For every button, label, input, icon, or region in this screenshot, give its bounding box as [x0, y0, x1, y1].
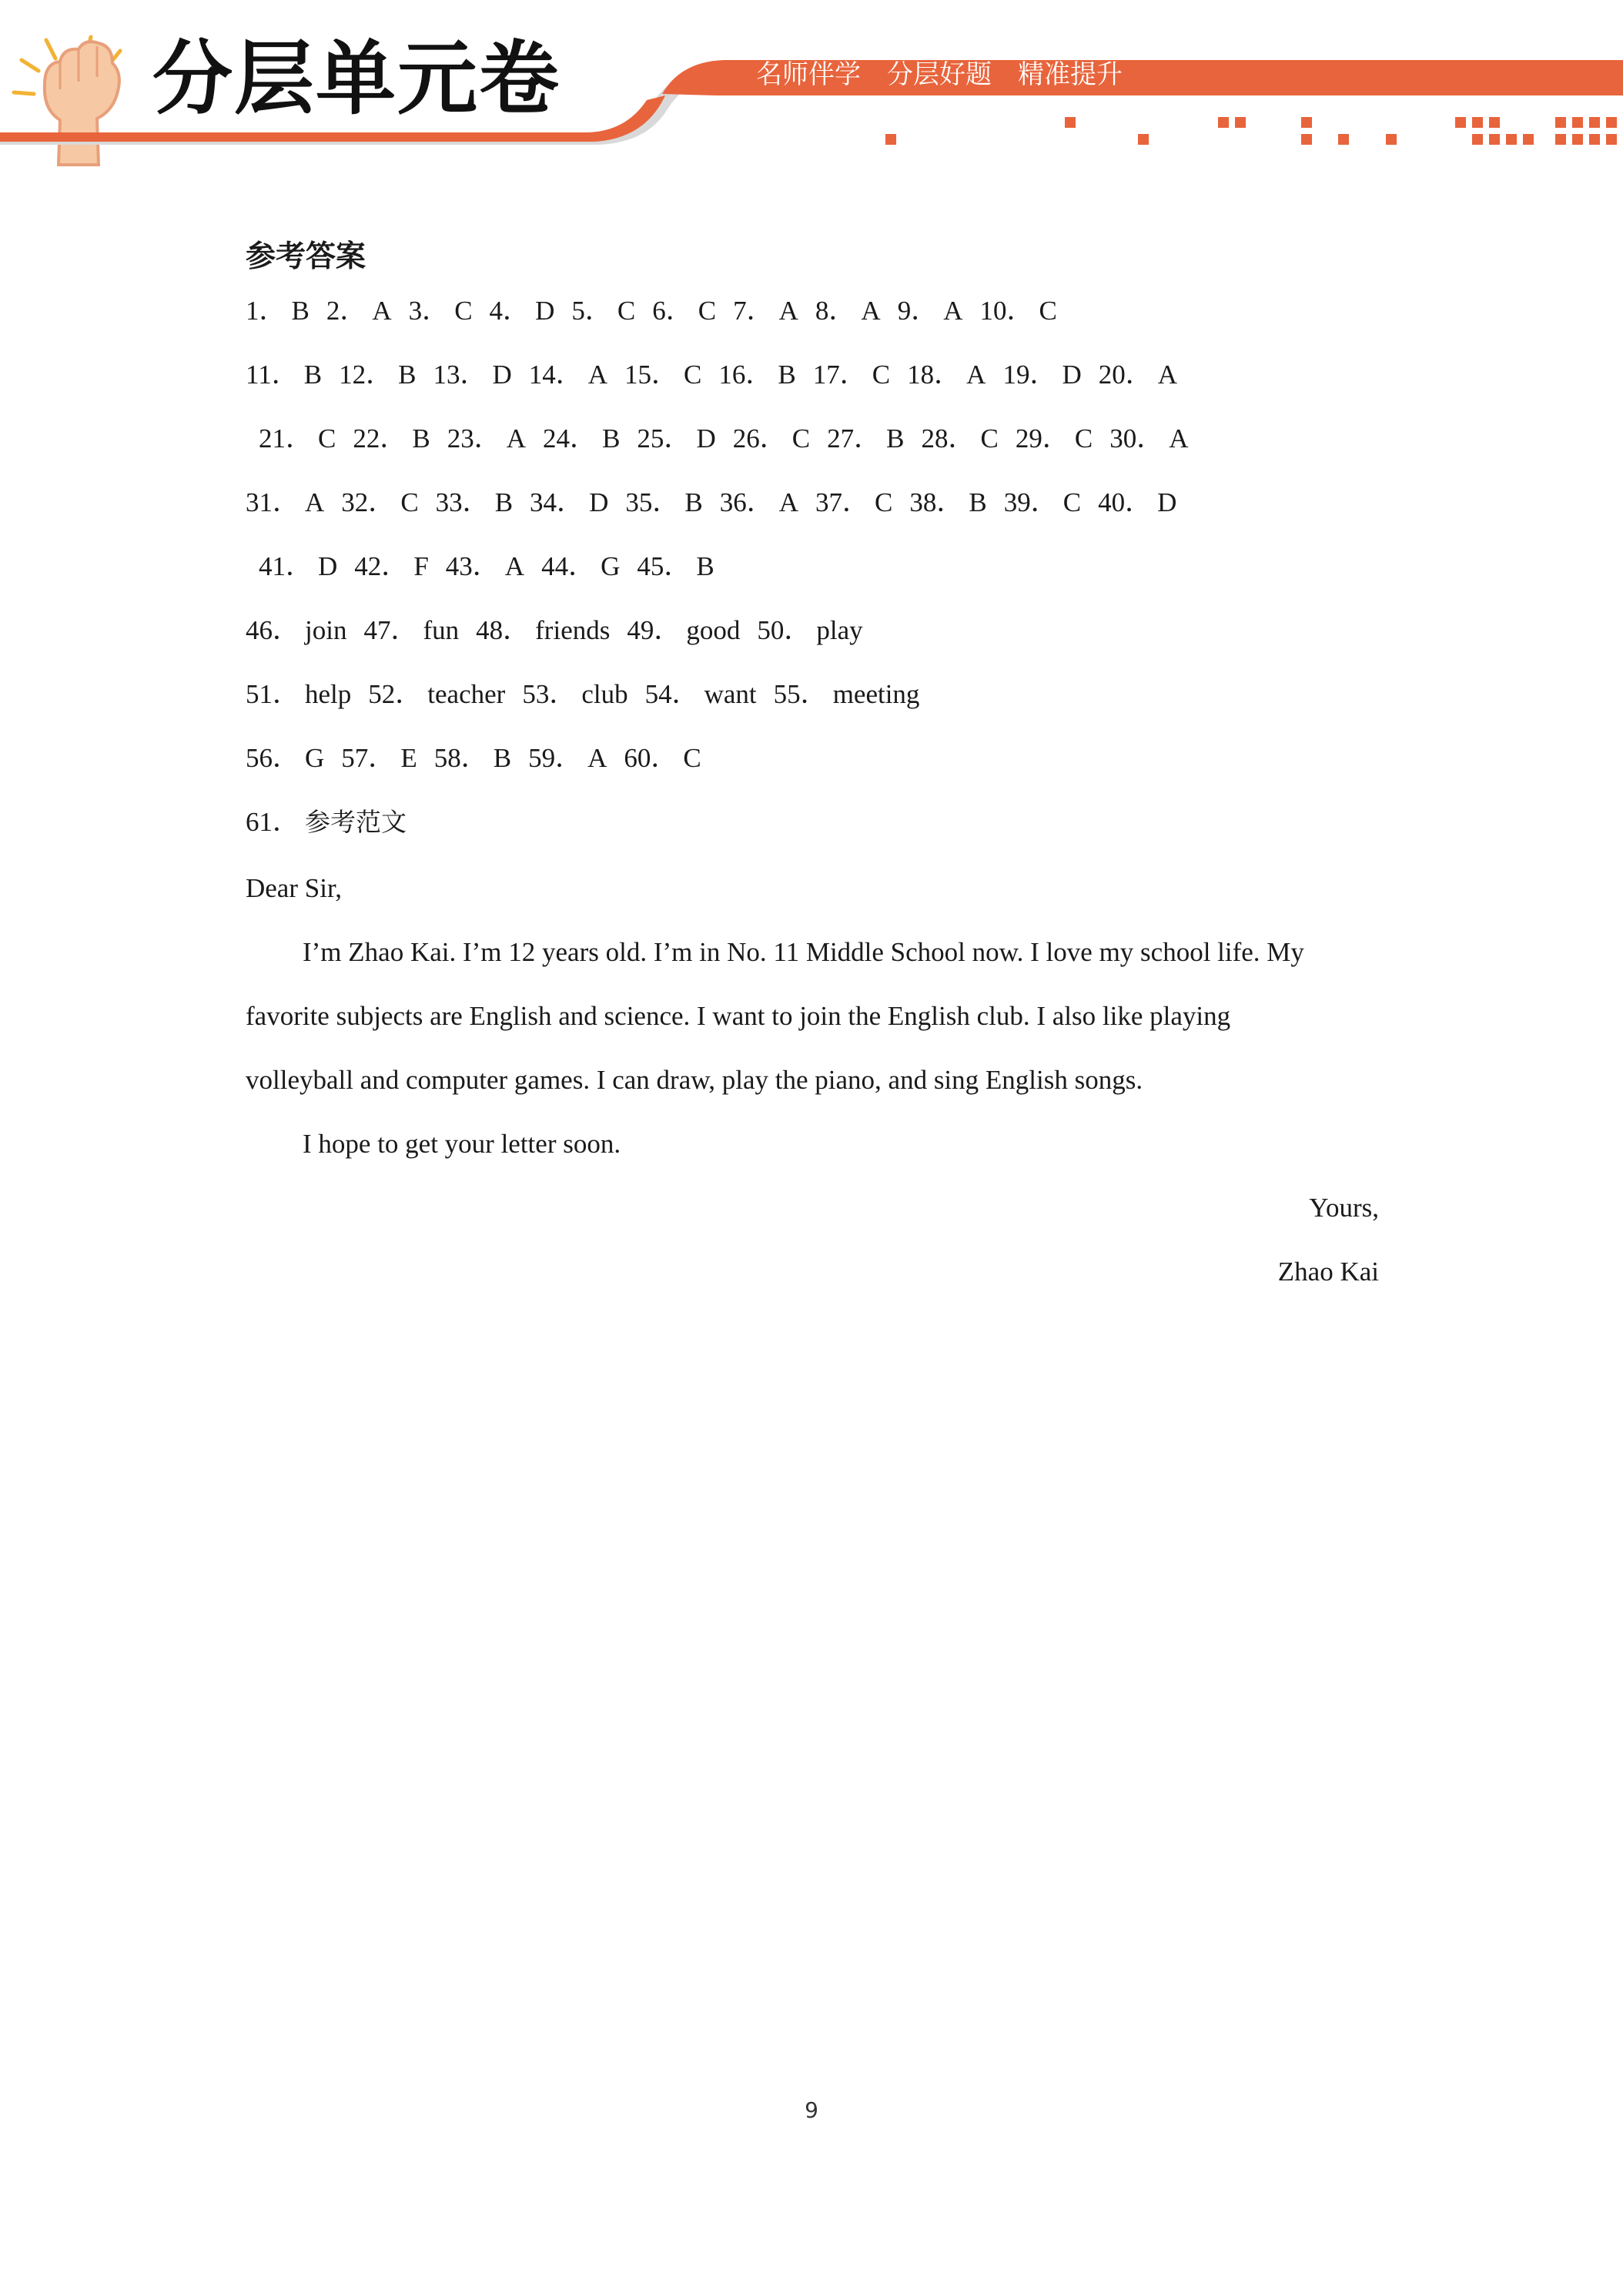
essay-signature: Zhao Kai	[1277, 1257, 1379, 1287]
answer-item	[979, 297, 1056, 324]
question-number: 4．	[489, 296, 530, 326]
answer-value: B	[494, 487, 514, 517]
question-number: 8．	[815, 296, 856, 326]
question-number: 58．	[433, 743, 488, 773]
answer-value: A	[372, 296, 392, 326]
answer-item	[341, 745, 417, 771]
answer-value: C	[400, 487, 419, 517]
question-number: 41．	[259, 551, 313, 581]
answer-value: friends	[535, 615, 611, 645]
answer-item	[528, 745, 607, 771]
answer-value: B	[398, 360, 417, 390]
answer-item	[246, 361, 322, 388]
answer-row	[246, 617, 880, 644]
answer-item	[815, 489, 892, 516]
question-number: 25．	[637, 423, 691, 454]
answer-item	[541, 553, 620, 580]
question-number: 11．	[246, 360, 299, 390]
answer-item	[433, 361, 511, 388]
question-number: 23．	[447, 423, 501, 454]
question-number: 34．	[530, 487, 584, 517]
question-number: 16．	[718, 360, 773, 390]
answer-item	[368, 681, 505, 708]
answer-value: C	[683, 743, 701, 773]
answer-value: D	[492, 360, 512, 390]
question-number: 19．	[1002, 360, 1057, 390]
answer-item	[637, 553, 714, 580]
question-number: 54．	[644, 679, 699, 709]
question-number: 38．	[909, 487, 964, 517]
essay-salutation: Dear Sir,	[246, 873, 342, 903]
answer-value: fun	[423, 615, 460, 645]
answer-value: want	[704, 679, 757, 709]
essay-line: I’m Zhao Kai. I’m 12 years old. I’m in No. 11 Middle School now. I love my school life. My	[303, 937, 1304, 967]
answer-item	[815, 297, 881, 324]
essay-line: I hope to get your letter soon.	[303, 1129, 621, 1159]
question-number: 43．	[445, 551, 500, 581]
answer-value: A	[504, 551, 525, 581]
answer-row	[246, 361, 1194, 388]
essay-line: favorite subjects are English and science. I want to join the English club. I also like playing	[246, 1001, 1231, 1031]
answer-value: 参考范文	[305, 807, 407, 837]
answer-value: meeting	[832, 679, 920, 709]
question-number: 13．	[433, 360, 487, 390]
answer-item	[1099, 361, 1177, 388]
question-number: 15．	[624, 360, 679, 390]
answer-value: B	[291, 296, 310, 326]
answer-value: join	[305, 615, 347, 645]
question-number: 57．	[341, 743, 396, 773]
question-number: 52．	[368, 679, 423, 709]
answer-item	[326, 297, 392, 324]
brand-title: 分层单元卷	[152, 32, 561, 126]
answer-row	[259, 553, 731, 580]
answer-value: B	[303, 360, 323, 390]
answer-value: D	[696, 423, 716, 454]
answer-value: A	[1169, 423, 1189, 454]
page-number: 9	[805, 2097, 818, 2123]
answer-row	[246, 489, 1193, 516]
answer-item	[363, 617, 459, 644]
answer-item	[720, 489, 798, 516]
question-number: 10．	[979, 296, 1034, 326]
question-number: 53．	[522, 679, 577, 709]
question-number: 56．	[246, 743, 300, 773]
answer-value: B	[684, 487, 703, 517]
answer-item	[522, 681, 627, 708]
page-header	[0, 0, 1623, 177]
answer-item	[718, 361, 795, 388]
answer-value: A	[1157, 360, 1178, 390]
answer-item	[909, 489, 986, 516]
answer-item	[1016, 425, 1093, 452]
question-number: 42．	[354, 551, 409, 581]
answer-item	[246, 681, 351, 708]
question-number: 40．	[1098, 487, 1153, 517]
question-number: 39．	[1003, 487, 1058, 517]
question-number: 49．	[627, 615, 681, 645]
answer-item	[353, 425, 430, 452]
question-number: 27．	[827, 423, 882, 454]
answer-row	[246, 681, 936, 708]
answer-item	[246, 617, 346, 644]
answer-item	[1004, 489, 1081, 516]
question-number: 2．	[326, 296, 367, 326]
answer-item	[827, 425, 904, 452]
question-number: 28．	[921, 423, 975, 454]
answer-item	[571, 297, 635, 324]
answer-item	[246, 745, 324, 771]
answer-value: A	[778, 487, 799, 517]
answer-value: C	[980, 423, 999, 454]
answer-item	[259, 425, 336, 452]
answer-value: A	[587, 360, 608, 390]
answer-value: D	[1157, 487, 1177, 517]
answer-value: C	[698, 296, 717, 326]
answer-item	[543, 425, 620, 452]
question-number: 50．	[757, 615, 812, 645]
answer-row	[246, 297, 1074, 324]
answer-item	[921, 425, 998, 452]
question-number: 31．	[246, 487, 300, 517]
question-number: 26．	[732, 423, 787, 454]
answer-value: D	[535, 296, 555, 326]
answer-item	[1098, 489, 1176, 516]
answer-value: B	[778, 360, 796, 390]
question-number: 18．	[907, 360, 962, 390]
answers-heading: 参考答案	[246, 239, 366, 274]
question-number: 21．	[259, 423, 313, 454]
answer-item	[652, 297, 716, 324]
answer-item	[436, 489, 513, 516]
answer-item	[907, 361, 986, 388]
answer-value: G	[601, 551, 621, 581]
answer-value: A	[861, 296, 881, 326]
question-number: 20．	[1098, 360, 1153, 390]
question-number: 29．	[1015, 423, 1069, 454]
question-number: 61．	[246, 807, 300, 837]
answer-row	[246, 745, 718, 771]
answer-item	[645, 681, 757, 708]
answer-item	[774, 681, 920, 708]
answer-value: B	[493, 743, 512, 773]
answer-item	[757, 617, 862, 644]
answer-value: D	[1062, 360, 1082, 390]
question-number: 24．	[543, 423, 597, 454]
question-number: 22．	[353, 423, 407, 454]
answer-value: B	[602, 423, 621, 454]
answer-item	[339, 361, 416, 388]
answer-value: C	[872, 360, 891, 390]
answer-item	[246, 808, 407, 835]
question-number: 46．	[246, 615, 300, 645]
answer-item	[434, 745, 511, 771]
answer-item	[490, 297, 555, 324]
question-number: 1．	[246, 296, 286, 326]
answer-value: C	[875, 487, 893, 517]
question-number: 55．	[773, 679, 828, 709]
question-number: 35．	[625, 487, 680, 517]
answer-value: A	[587, 743, 607, 773]
question-number: 3．	[408, 296, 450, 326]
answer-value: A	[966, 360, 986, 390]
question-number: 30．	[1109, 423, 1164, 454]
question-number: 51．	[246, 679, 300, 709]
answer-item	[259, 553, 337, 580]
answer-item	[530, 489, 608, 516]
answer-item	[1109, 425, 1188, 452]
answer-item	[624, 361, 701, 388]
question-number: 36．	[719, 487, 774, 517]
answer-row	[246, 808, 423, 835]
answer-value: C	[684, 360, 702, 390]
question-number: 33．	[435, 487, 490, 517]
question-number: 37．	[815, 487, 870, 517]
question-number: 44．	[541, 551, 596, 581]
question-number: 7．	[733, 296, 774, 326]
answer-value: C	[454, 296, 473, 326]
answer-item	[627, 617, 740, 644]
answer-value: C	[617, 296, 636, 326]
essay-closing: Yours,	[1309, 1193, 1379, 1223]
answer-item	[637, 425, 715, 452]
answer-value: A	[943, 296, 963, 326]
question-number: 45．	[637, 551, 691, 581]
question-number: 17．	[812, 360, 867, 390]
answer-value: E	[400, 743, 417, 773]
essay-line: volleyball and computer games. I can draw, play the piano, and sing English songs.	[246, 1065, 1143, 1095]
question-number: 59．	[528, 743, 583, 773]
answer-value: B	[886, 423, 905, 454]
question-number: 48．	[476, 615, 530, 645]
answer-value: good	[686, 615, 741, 645]
answer-item	[341, 489, 418, 516]
question-number: 6．	[652, 296, 693, 326]
question-number: 14．	[528, 360, 583, 390]
answer-value: B	[696, 551, 714, 581]
answer-item	[1002, 361, 1081, 388]
answer-value: club	[581, 679, 628, 709]
answer-value: B	[412, 423, 430, 454]
question-number: 60．	[624, 743, 678, 773]
answer-value: G	[305, 743, 325, 773]
question-number: 5．	[571, 296, 612, 326]
answer-item	[354, 553, 428, 580]
answer-value: D	[318, 551, 338, 581]
answer-value: A	[778, 296, 798, 326]
answer-item	[529, 361, 607, 388]
answer-item	[733, 425, 810, 452]
header-slogan: 名师伴学 分层好题 精准提升	[756, 59, 1123, 90]
answer-item	[446, 553, 524, 580]
answer-value: C	[1074, 423, 1093, 454]
answer-value: A	[506, 423, 527, 454]
question-number: 47．	[363, 615, 418, 645]
answer-item	[625, 489, 702, 516]
answer-item	[409, 297, 473, 324]
answer-item	[733, 297, 798, 324]
answer-value: C	[1039, 296, 1057, 326]
answer-item	[624, 745, 701, 771]
decorative-squares	[885, 117, 1617, 145]
answer-item	[898, 297, 963, 324]
answer-item	[813, 361, 890, 388]
answer-value: B	[969, 487, 987, 517]
answer-row	[259, 425, 1206, 452]
answer-value: C	[1062, 487, 1082, 517]
answer-value: teacher	[427, 679, 506, 709]
answer-item	[476, 617, 610, 644]
answer-value: play	[816, 615, 863, 645]
answer-value: help	[305, 679, 352, 709]
answer-value: C	[791, 423, 811, 454]
answer-value: F	[413, 551, 429, 581]
answer-value: D	[589, 487, 609, 517]
answer-value: C	[318, 423, 336, 454]
answer-item	[447, 425, 526, 452]
answer-item	[246, 489, 324, 516]
question-number: 12．	[339, 360, 393, 390]
question-number: 32．	[341, 487, 396, 517]
answer-item	[246, 297, 310, 324]
answer-value: A	[305, 487, 325, 517]
question-number: 9．	[897, 296, 939, 326]
